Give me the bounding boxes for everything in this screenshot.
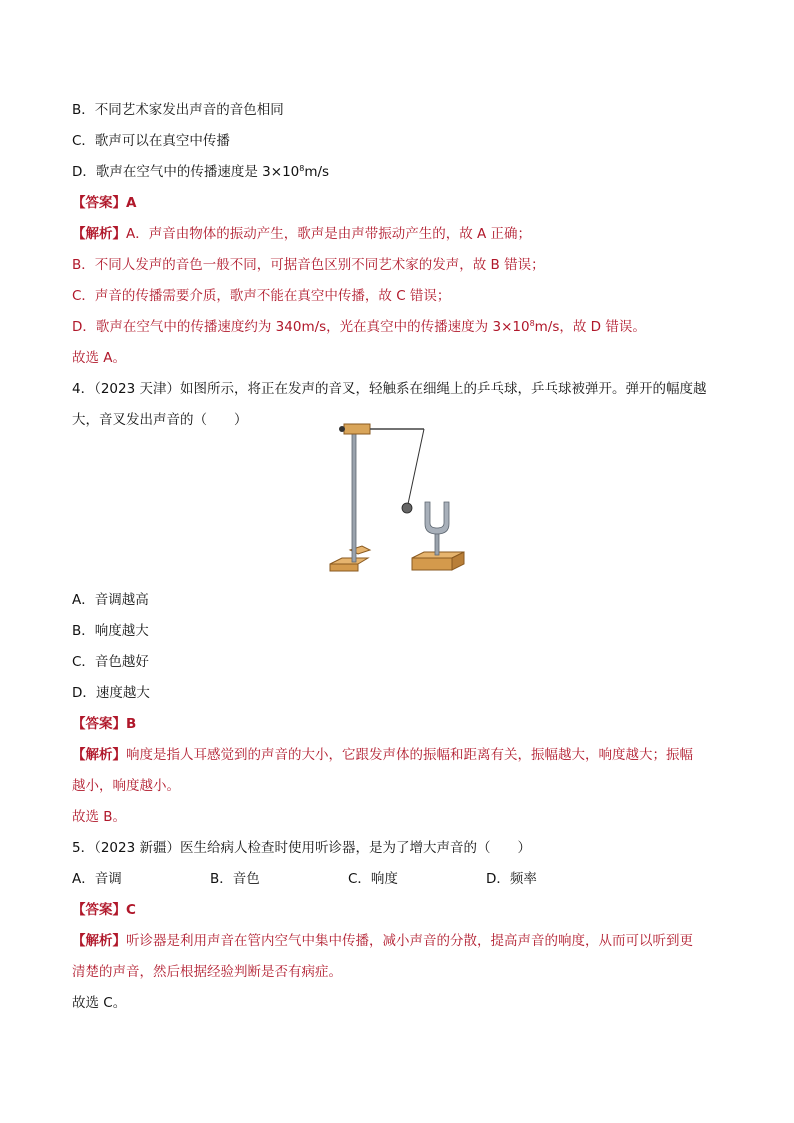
tuning-fork-illustration — [328, 418, 468, 578]
q5-answer-label: 【答案】 — [72, 902, 126, 918]
q3-analysis-text-1: A．声音由物体的振动产生，歌声是由声带振动产生的，故 A 正确； — [126, 226, 532, 242]
q3-answer-label: 【答案】 — [72, 195, 126, 211]
q3-answer — [72, 193, 136, 213]
q4-stem-line-1: 4．（2023 天津）如图所示，将正在发声的音叉，轻触系在细绳上的乒乓球，乒乓球被弹开。弹开的幅度越 — [72, 381, 707, 397]
thread — [408, 429, 424, 504]
clamp-screw — [339, 426, 345, 432]
q5-option-b: B．音色 — [210, 871, 260, 887]
q3-option-d-text: D．歌声在空气中的传播速度是 3×10 — [72, 164, 300, 180]
q4-analysis-text-1: 响度是指人耳感觉到的声音的大小，它跟发声体的振幅和距离有关，振幅越大，响度越大；振幅 — [126, 747, 693, 763]
q3-option-d-unit: m/s — [304, 164, 330, 180]
q4-answer-label: 【答案】 — [72, 716, 126, 732]
q4-option-d: D．速度越大 — [72, 685, 150, 701]
q4-conclusion: 故选 B。 — [72, 809, 127, 825]
fork-prongs — [425, 502, 449, 534]
fork-base-front — [412, 558, 452, 570]
q3-option-d-exponent: 8 — [299, 164, 305, 173]
q5-stem: 5．（2023 新疆）医生给病人检查时使用听诊器，是为了增大声音的（ ） — [72, 840, 531, 856]
q4-option-a: A．音调越高 — [72, 592, 149, 608]
q3-analysis-2: B．不同人发声的音色一般不同，可据音色区别不同艺术家的发声，故 B 错误； — [72, 257, 545, 273]
stand-base-front — [330, 564, 358, 571]
q4-analysis-2: 越小，响度越小。 — [72, 778, 180, 794]
q5-options — [72, 869, 537, 889]
q4-option-c: C．音色越好 — [72, 654, 149, 670]
q5-option-c: C．响度 — [348, 871, 398, 887]
q3-option-b: B．不同艺术家发出声音的音色相同 — [72, 102, 284, 118]
q3-analysis-4 — [72, 317, 646, 337]
q3-analysis-4-tail: m/s，故 D 错误。 — [534, 319, 646, 335]
q3-analysis-1 — [72, 224, 531, 244]
q5-answer-value: C — [126, 902, 136, 918]
q3-option-d — [72, 162, 329, 182]
q3-option-c: C．歌声可以在真空中传播 — [72, 133, 230, 149]
ping-pong-ball — [402, 503, 412, 513]
q5-option-a: A．音调 — [72, 871, 122, 887]
q4-analysis-1 — [72, 745, 693, 765]
q4-answer-value: B — [126, 716, 137, 732]
tuning-fork-figure — [328, 418, 468, 582]
q5-analysis-text-1: 听诊器是利用声音在管内空气中集中传播，减小声音的分散，提高声音的响度，从而可以听到更 — [126, 933, 693, 949]
q3-analysis-4-text: D．歌声在空气中的传播速度约为 340m/s，光在真空中的传播速度为 3×10 — [72, 319, 530, 335]
q5-analysis-1 — [72, 931, 693, 951]
q3-analysis-3: C．声音的传播需要介质，歌声不能在真空中传播，故 C 错误； — [72, 288, 451, 304]
q5-conclusion: 故选 C。 — [72, 995, 127, 1011]
q4-analysis-label: 【解析】 — [72, 747, 126, 763]
q5-option-d: D．频率 — [486, 871, 537, 887]
q4-stem-line-2: 大，音叉发出声音的（ ） — [72, 412, 248, 428]
q4-option-b: B．响度越大 — [72, 623, 149, 639]
clamp-block — [344, 424, 370, 434]
q3-analysis-label: 【解析】 — [72, 226, 126, 242]
q3-conclusion: 故选 A。 — [72, 350, 127, 366]
q5-answer — [72, 900, 136, 920]
q3-answer-value: A — [126, 195, 137, 211]
q4-answer — [72, 714, 136, 734]
q3-analysis-4-exponent: 8 — [529, 319, 535, 328]
q5-analysis-label: 【解析】 — [72, 933, 126, 949]
stand-base-top — [330, 558, 368, 564]
q5-analysis-2: 清楚的声音，然后根据经验判断是否有病症。 — [72, 964, 342, 980]
stand-rod — [352, 428, 356, 562]
